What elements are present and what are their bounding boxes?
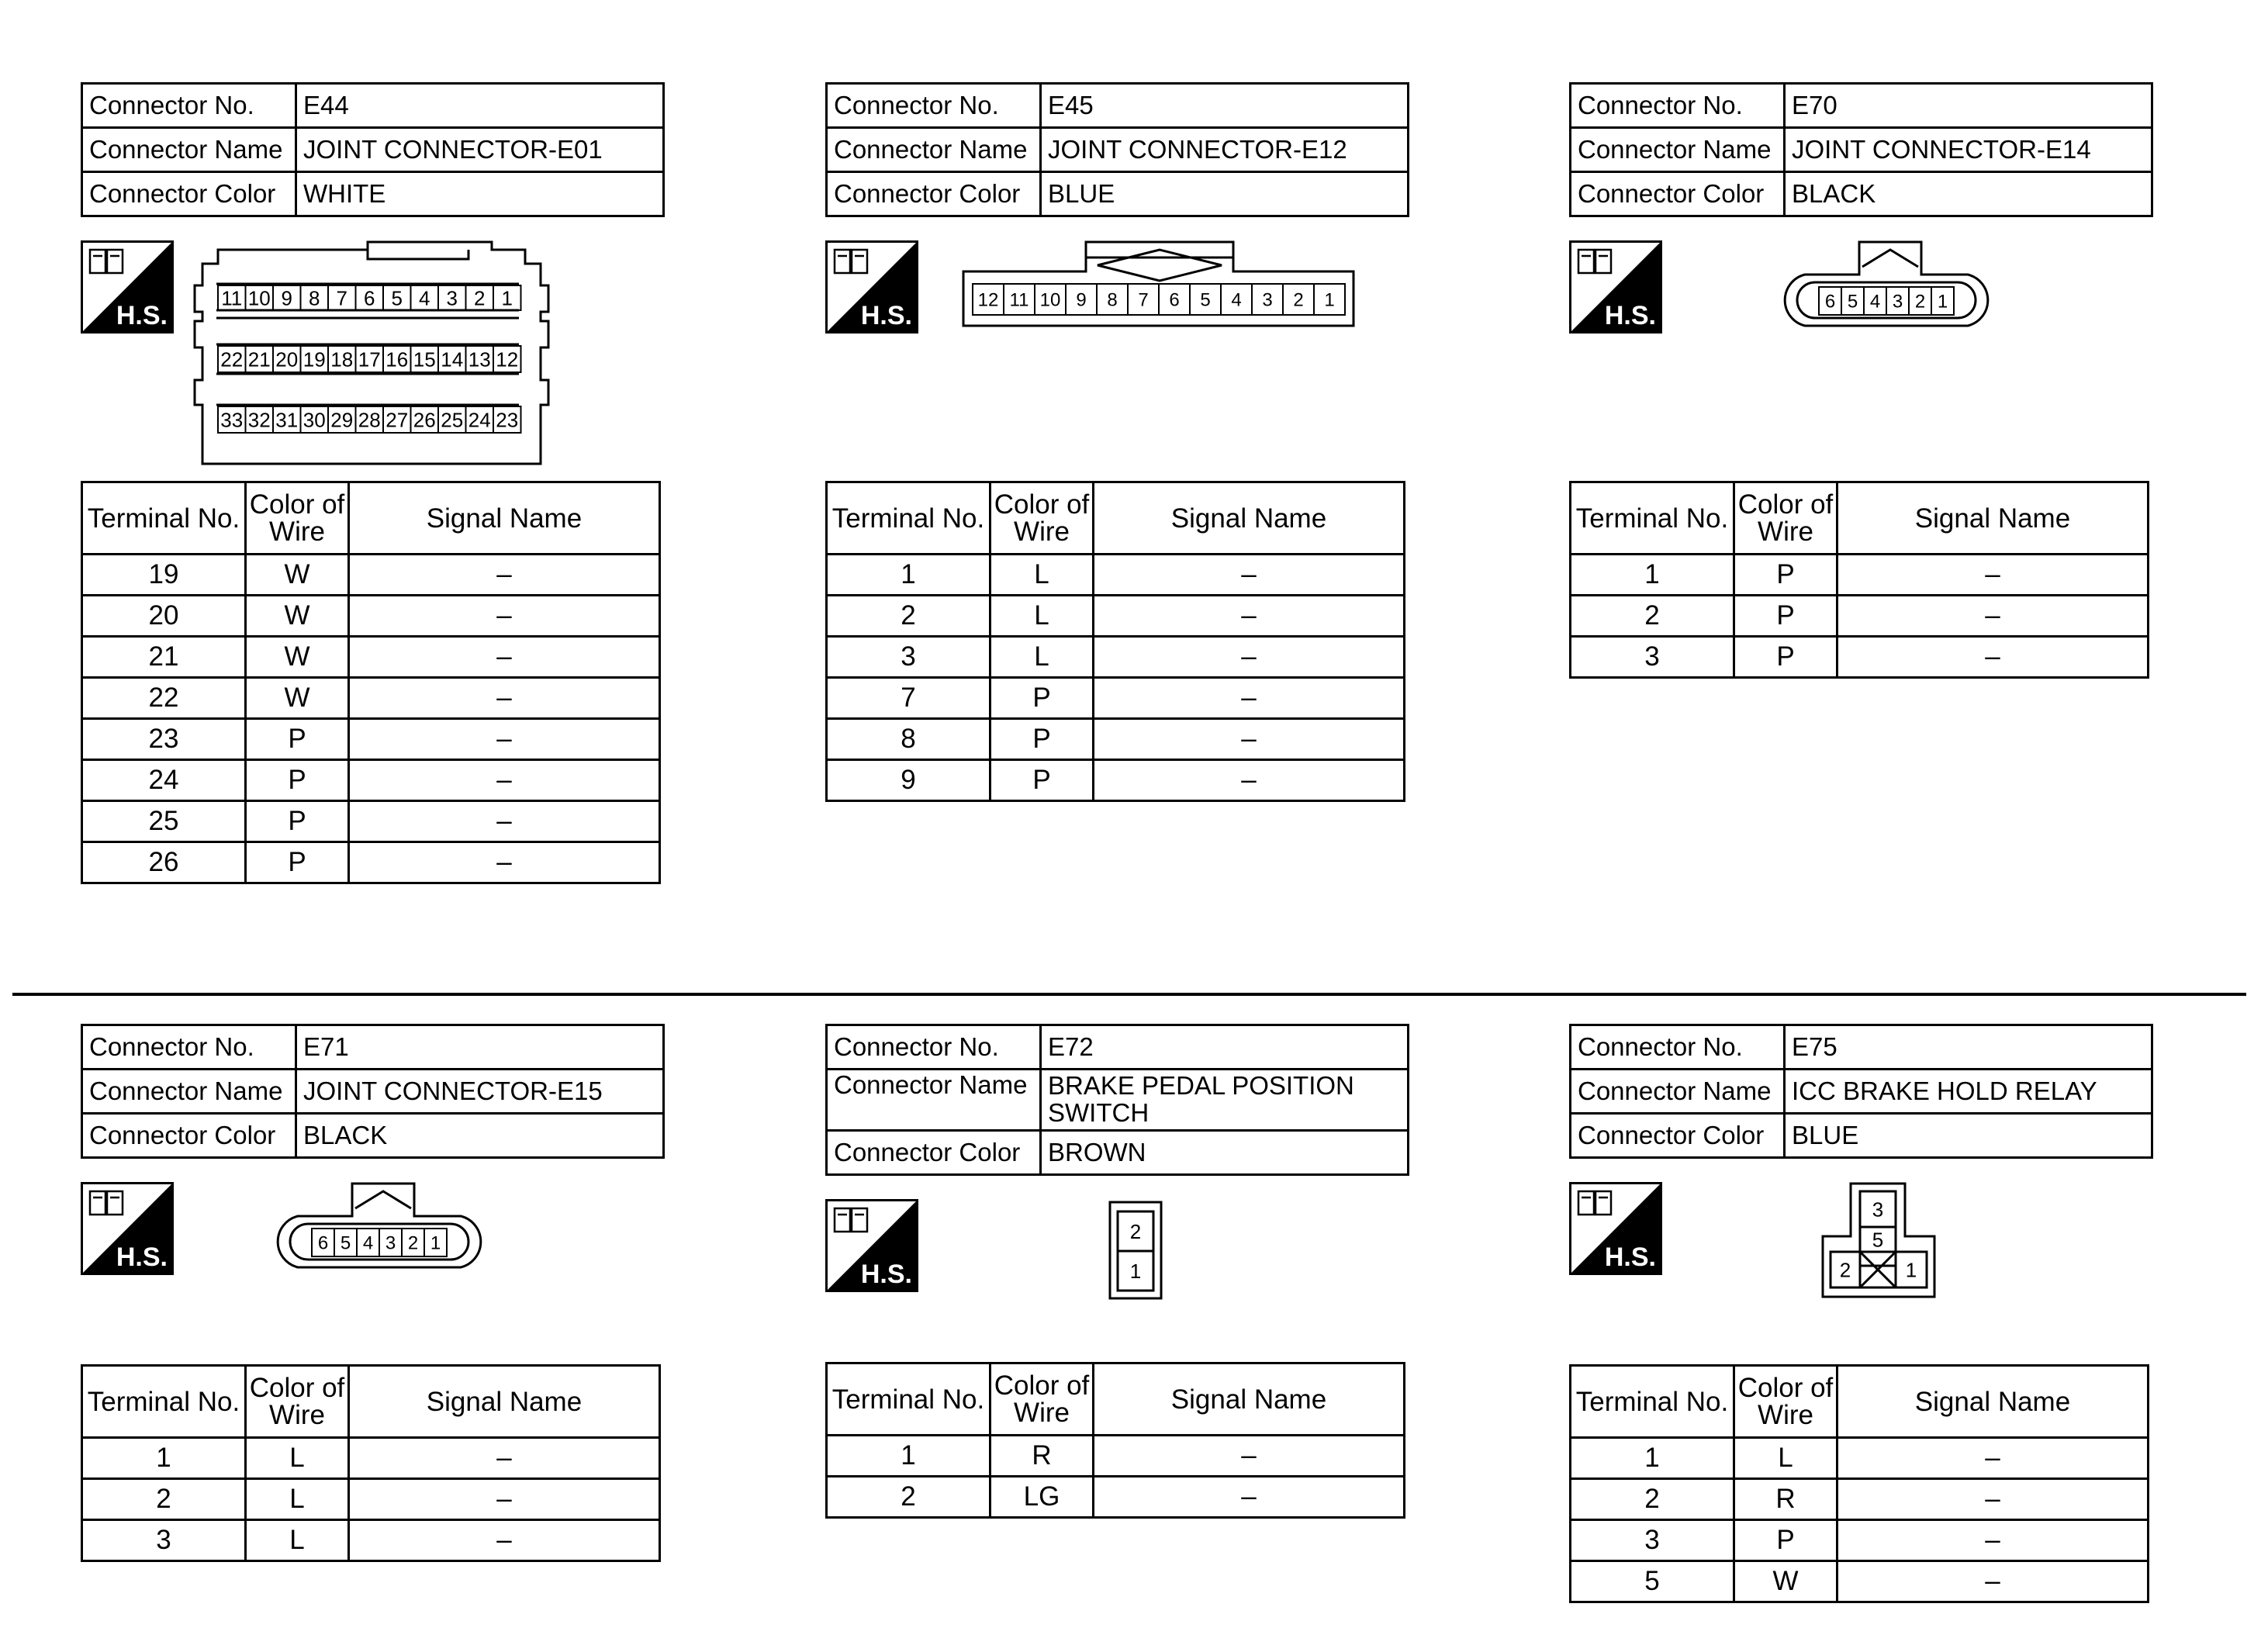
terminal-table: [825, 481, 1405, 802]
table-row: [82, 1438, 660, 1479]
signal-name-cell: –: [1094, 637, 1405, 678]
connector-face-e72: [1108, 1201, 1170, 1301]
signal-name-cell: –: [349, 596, 660, 637]
terminal-no-header: Terminal No.: [827, 482, 990, 555]
table-row: [1571, 1520, 2149, 1561]
signal-name-header: Signal Name: [1837, 482, 2149, 555]
signal-name-cell: –: [349, 555, 660, 596]
pin-label: 9: [281, 286, 292, 310]
connector-face-e71: [267, 1182, 500, 1275]
connector-color-value: BLACK: [1785, 172, 2152, 216]
terminal-no-cell: 25: [82, 801, 246, 842]
pin-label: 6: [1824, 291, 1836, 313]
wire-color-cell: LG: [990, 1477, 1094, 1518]
terminal-table: [1569, 481, 2149, 679]
wire-color-cell: L: [246, 1479, 349, 1520]
connector-color-label: Connector Color: [827, 172, 1041, 216]
wire-color-cell: W: [246, 596, 349, 637]
pin-label: 1: [1129, 1259, 1142, 1283]
connector-color-label: Connector Color: [82, 1114, 296, 1158]
connector-color-value: BLACK: [296, 1114, 664, 1158]
connector-face-e45: [962, 240, 1365, 334]
connector-no-label: Connector No.: [1571, 1025, 1785, 1070]
connector-diagram: [825, 1199, 1570, 1362]
terminal-no-cell: 3: [1571, 637, 1734, 678]
table-row: [1571, 637, 2149, 678]
terminal-no-header: Terminal No.: [82, 482, 246, 555]
signal-name-cell: –: [1094, 678, 1405, 719]
table-row: [1571, 1438, 2149, 1479]
terminal-no-cell: 1: [827, 1436, 990, 1477]
pin-label: 3: [1892, 291, 1903, 313]
pin-label: 1: [501, 286, 513, 310]
table-row: [82, 678, 660, 719]
pin-label: 29: [330, 408, 354, 432]
signal-name-cell: –: [349, 719, 660, 760]
pin-label: 5: [391, 286, 403, 310]
signal-name-cell: –: [349, 1479, 660, 1520]
connector-no-label: Connector No.: [1571, 84, 1785, 128]
terminal-no-cell: 23: [82, 719, 246, 760]
terminal-no-cell: 1: [827, 555, 990, 596]
table-row: [1571, 596, 2149, 637]
signal-name-header: Signal Name: [1094, 482, 1405, 555]
terminal-table: [1569, 1364, 2149, 1603]
connector-info-table: [825, 1024, 1409, 1176]
pin-label: 5: [1200, 289, 1211, 311]
pin-label: 22: [220, 347, 244, 372]
pin-label: 12: [977, 289, 999, 311]
table-row: [82, 555, 660, 596]
terminal-no-cell: 2: [82, 1479, 246, 1520]
connector-panel-e70: [1569, 82, 2261, 679]
harness-side-icon: [825, 240, 918, 334]
pin-label: 2: [474, 286, 486, 310]
connector-color-label: Connector Color: [82, 172, 296, 216]
connector-panel-e44: [81, 82, 825, 884]
pin-label: 27: [385, 408, 409, 432]
terminal-no-header: Terminal No.: [82, 1366, 246, 1438]
connector-face-e70: [1774, 240, 2007, 334]
pin-label: 1: [1905, 1258, 1917, 1282]
wire-color-cell: P: [1734, 596, 1837, 637]
color-of-wire-header: Color of Wire: [246, 1366, 349, 1438]
pin-label: 32: [247, 408, 271, 432]
signal-name-cell: –: [1837, 1561, 2149, 1602]
pin-label: 13: [468, 347, 491, 372]
table-row: [82, 596, 660, 637]
terminal-no-header: Terminal No.: [827, 1363, 990, 1436]
connector-no-value: E70: [1785, 84, 2152, 128]
hs-label: H.S.: [1604, 1242, 1656, 1272]
wire-color-cell: L: [990, 555, 1094, 596]
pin-label: 17: [358, 347, 381, 372]
terminal-no-cell: 3: [1571, 1520, 1734, 1561]
connector-name-value: JOINT CONNECTOR-E01: [296, 128, 664, 172]
connector-name-value: ICC BRAKE HOLD RELAY: [1785, 1070, 2152, 1114]
connector-name-label: Connector Name: [1571, 128, 1785, 172]
pin-label: 28: [358, 408, 381, 432]
table-row: [82, 1520, 660, 1561]
pin-label: 20: [275, 347, 299, 372]
signal-name-cell: –: [1094, 1477, 1405, 1518]
signal-name-cell: –: [1837, 1479, 2149, 1520]
wire-color-cell: W: [1734, 1561, 1837, 1602]
terminal-no-cell: 22: [82, 678, 246, 719]
color-of-wire-header: Color of Wire: [1734, 482, 1837, 555]
terminal-no-cell: 24: [82, 760, 246, 801]
pin-label: 33: [220, 408, 244, 432]
wire-color-cell: P: [1734, 1520, 1837, 1561]
terminal-table: [81, 1364, 661, 1562]
pin-label: 8: [309, 286, 320, 310]
signal-name-header: Signal Name: [349, 1366, 660, 1438]
pin-label: 6: [1169, 289, 1180, 311]
connector-name-label: Connector Name: [827, 128, 1041, 172]
pin-label: 26: [413, 408, 436, 432]
connector-color-label: Connector Color: [827, 1131, 1041, 1175]
connector-color-value: BLUE: [1785, 1114, 2152, 1158]
signal-name-cell: –: [1094, 1436, 1405, 1477]
connector-diagram: [1569, 240, 2261, 481]
pin-label: 11: [1009, 289, 1029, 311]
pin-label: 2: [1293, 289, 1304, 311]
terminal-no-cell: 8: [827, 719, 990, 760]
harness-side-icon: [1569, 1182, 1662, 1275]
connector-info-table: [1569, 82, 2153, 217]
pin-label: 9: [1076, 289, 1087, 311]
connector-color-value: WHITE: [296, 172, 664, 216]
terminal-no-cell: 2: [1571, 1479, 1734, 1520]
connector-name-value: JOINT CONNECTOR-E14: [1785, 128, 2152, 172]
connector-no-value: E45: [1041, 84, 1409, 128]
signal-name-cell: –: [349, 1520, 660, 1561]
terminal-no-header: Terminal No.: [1571, 1366, 1734, 1438]
terminal-no-cell: 5: [1571, 1561, 1734, 1602]
wire-color-cell: L: [990, 637, 1094, 678]
table-row: [82, 719, 660, 760]
connector-no-value: E44: [296, 84, 664, 128]
pin-label: 2: [1914, 291, 1926, 313]
table-row: [82, 637, 660, 678]
signal-name-header: Signal Name: [349, 482, 660, 555]
connector-color-value: BROWN: [1041, 1131, 1409, 1175]
pin-label: 3: [385, 1232, 396, 1254]
terminal-no-cell: 21: [82, 637, 246, 678]
pin-label: 10: [1039, 289, 1061, 311]
connector-name-label: Connector Name: [82, 1070, 296, 1114]
connector-face-e75: [1821, 1182, 1945, 1306]
terminal-no-cell: 1: [82, 1438, 246, 1479]
pin-label: 25: [441, 408, 464, 432]
pin-label: 12: [496, 347, 519, 372]
color-of-wire-header: Color of Wire: [1734, 1366, 1837, 1438]
connector-diagram: [81, 240, 825, 481]
pin-label: 2: [407, 1232, 419, 1254]
connector-no-label: Connector No.: [82, 84, 296, 128]
connector-no-value: E71: [296, 1025, 664, 1070]
terminal-no-cell: 26: [82, 842, 246, 883]
connector-diagram: [825, 240, 1570, 481]
connector-panel-e71: [81, 1024, 825, 1562]
pin-label: 6: [317, 1232, 329, 1254]
signal-name-cell: –: [349, 637, 660, 678]
pin-label: 7: [336, 286, 347, 310]
pin-label: 3: [1872, 1198, 1884, 1222]
wire-color-cell: L: [990, 596, 1094, 637]
harness-side-icon: [825, 1199, 918, 1292]
signal-name-cell: –: [1837, 637, 2149, 678]
table-row: [827, 555, 1405, 596]
wire-color-cell: L: [246, 1520, 349, 1561]
pin-label: 3: [1262, 289, 1273, 311]
pin-label: 14: [441, 347, 464, 372]
wire-color-cell: W: [246, 555, 349, 596]
signal-name-cell: –: [349, 1438, 660, 1479]
terminal-no-cell: 2: [827, 596, 990, 637]
connector-face-e44: [193, 240, 643, 465]
connector-name-value: BRAKE PEDAL POSITION SWITCH: [1041, 1070, 1409, 1131]
terminal-no-cell: 2: [1571, 596, 1734, 637]
connector-info-table: [81, 1024, 665, 1159]
pin-label: 8: [1107, 289, 1118, 311]
signal-name-header: Signal Name: [1837, 1366, 2149, 1438]
signal-name-cell: –: [349, 760, 660, 801]
color-of-wire-header: Color of Wire: [990, 1363, 1094, 1436]
wire-color-cell: R: [990, 1436, 1094, 1477]
wire-color-cell: L: [1734, 1438, 1837, 1479]
wire-color-cell: P: [246, 801, 349, 842]
pin-label: 6: [364, 286, 375, 310]
terminal-no-cell: 1: [1571, 555, 1734, 596]
wire-color-cell: P: [246, 719, 349, 760]
harness-side-icon: [81, 1182, 174, 1275]
pin-label: 1: [1937, 291, 1948, 313]
hs-label: H.S.: [860, 301, 912, 330]
pin-label: 2: [1129, 1219, 1142, 1243]
pin-label: 4: [1869, 291, 1881, 313]
connector-no-label: Connector No.: [82, 1025, 296, 1070]
table-row: [82, 760, 660, 801]
wire-color-cell: W: [246, 637, 349, 678]
pin-label: 7: [1138, 289, 1149, 311]
signal-name-cell: –: [1837, 555, 2149, 596]
pin-label: 10: [247, 286, 271, 310]
connector-name-label: Connector Name: [1571, 1070, 1785, 1114]
table-row: [827, 760, 1405, 801]
color-of-wire-header: Color of Wire: [246, 482, 349, 555]
wire-color-cell: L: [246, 1438, 349, 1479]
pin-label: 4: [419, 286, 430, 310]
connector-name-label: Connector Name: [827, 1070, 1041, 1131]
connector-no-value: E72: [1041, 1025, 1409, 1070]
signal-name-cell: –: [1094, 596, 1405, 637]
hs-label: H.S.: [116, 1242, 168, 1272]
hs-label: H.S.: [1604, 301, 1656, 330]
connector-panel-e72: [825, 1024, 1570, 1519]
harness-side-icon: [1569, 240, 1662, 334]
connector-no-value: E75: [1785, 1025, 2152, 1070]
pin-label: 16: [385, 347, 409, 372]
pin-label: 5: [340, 1232, 351, 1254]
terminal-no-cell: 7: [827, 678, 990, 719]
hs-label: H.S.: [860, 1260, 912, 1289]
pin-label: 15: [413, 347, 436, 372]
pin-label: 5: [1872, 1228, 1884, 1252]
section-divider: [12, 993, 2246, 996]
pin-label: 1: [1324, 289, 1335, 311]
pin-label: 18: [330, 347, 354, 372]
wire-color-cell: P: [1734, 637, 1837, 678]
pin-label: 23: [496, 408, 519, 432]
table-row: [827, 596, 1405, 637]
pin-label: 11: [221, 286, 243, 310]
terminal-no-cell: 9: [827, 760, 990, 801]
connector-panel-e45: [825, 82, 1570, 802]
connector-color-value: BLUE: [1041, 172, 1409, 216]
table-row: [827, 719, 1405, 760]
pin-label: 19: [303, 347, 326, 372]
pin-label: 5: [1847, 291, 1858, 313]
connector-no-label: Connector No.: [827, 84, 1041, 128]
terminal-no-cell: 1: [1571, 1438, 1734, 1479]
color-of-wire-header: Color of Wire: [990, 482, 1094, 555]
pin-label: 1: [430, 1232, 441, 1254]
connector-name-value: JOINT CONNECTOR-E15: [296, 1070, 664, 1114]
pin-label: 2: [1839, 1258, 1851, 1282]
signal-name-cell: –: [349, 678, 660, 719]
connector-color-label: Connector Color: [1571, 1114, 1785, 1158]
connector-info-table: [81, 82, 665, 217]
signal-name-cell: –: [1094, 719, 1405, 760]
signal-name-header: Signal Name: [1094, 1363, 1405, 1436]
connector-info-table: [1569, 1024, 2153, 1159]
connector-diagram: [81, 1182, 825, 1364]
terminal-no-header: Terminal No.: [1571, 482, 1734, 555]
pin-label: 30: [303, 408, 326, 432]
pin-label: 24: [468, 408, 491, 432]
harness-side-icon: [81, 240, 174, 334]
table-row: [1571, 555, 2149, 596]
wire-color-cell: R: [1734, 1479, 1837, 1520]
connector-panel-e75: [1569, 1024, 2261, 1603]
wire-color-cell: P: [246, 842, 349, 883]
terminal-no-cell: 3: [827, 637, 990, 678]
signal-name-cell: –: [1837, 1438, 2149, 1479]
table-row: [1571, 1561, 2149, 1602]
table-row: [82, 842, 660, 883]
connector-name-label: Connector Name: [82, 128, 296, 172]
signal-name-cell: –: [349, 842, 660, 883]
table-row: [1571, 1479, 2149, 1520]
table-row: [827, 1436, 1405, 1477]
pin-label: 3: [446, 286, 458, 310]
pin-label: 4: [362, 1232, 374, 1254]
pin-label: 4: [1231, 289, 1242, 311]
wire-color-cell: P: [1734, 555, 1837, 596]
terminal-no-cell: 3: [82, 1520, 246, 1561]
table-row: [827, 678, 1405, 719]
signal-name-cell: –: [1837, 1520, 2149, 1561]
wire-color-cell: W: [246, 678, 349, 719]
signal-name-cell: –: [1094, 555, 1405, 596]
pin-label: 21: [247, 347, 271, 372]
terminal-no-cell: 20: [82, 596, 246, 637]
wire-color-cell: P: [990, 678, 1094, 719]
table-row: [827, 1477, 1405, 1518]
hs-label: H.S.: [116, 301, 168, 330]
terminal-table: [81, 481, 661, 884]
connector-name-value: JOINT CONNECTOR-E12: [1041, 128, 1409, 172]
table-row: [82, 1479, 660, 1520]
table-row: [827, 637, 1405, 678]
wire-color-cell: P: [990, 719, 1094, 760]
pin-label: 31: [275, 408, 299, 432]
terminal-no-cell: 2: [827, 1477, 990, 1518]
wire-color-cell: P: [246, 760, 349, 801]
connector-color-label: Connector Color: [1571, 172, 1785, 216]
connector-info-table: [825, 82, 1409, 217]
signal-name-cell: –: [1094, 760, 1405, 801]
signal-name-cell: –: [1837, 596, 2149, 637]
connector-diagram: [1569, 1182, 2261, 1364]
terminal-no-cell: 19: [82, 555, 246, 596]
table-row: [82, 801, 660, 842]
signal-name-cell: –: [349, 801, 660, 842]
wire-color-cell: P: [990, 760, 1094, 801]
connector-no-label: Connector No.: [827, 1025, 1041, 1070]
terminal-table: [825, 1362, 1405, 1519]
